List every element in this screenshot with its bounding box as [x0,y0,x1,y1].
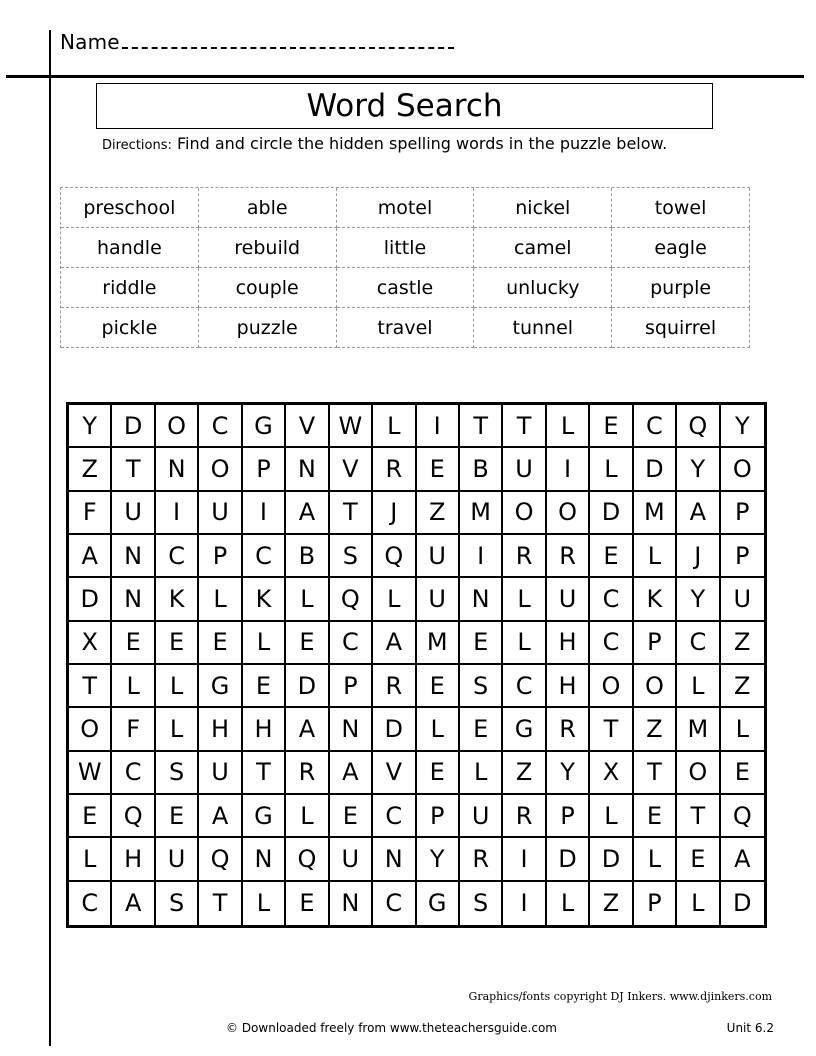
puzzle-letter[interactable]: A [330,752,373,795]
puzzle-letter[interactable]: O [634,665,677,708]
puzzle-letter[interactable]: Z [69,448,112,491]
puzzle-letter[interactable]: L [243,622,286,665]
header-horizontal-line [6,75,804,78]
puzzle-letter[interactable]: L [503,578,546,621]
puzzle-letter[interactable]: E [417,752,460,795]
puzzle-letter[interactable]: U [199,492,242,535]
puzzle-letter[interactable]: K [634,578,677,621]
word-bank-item: towel [612,188,750,228]
puzzle-letter[interactable]: Z [634,708,677,751]
puzzle-letter[interactable]: E [286,882,329,925]
puzzle-letter[interactable]: C [590,622,633,665]
puzzle-letter[interactable]: F [69,492,112,535]
directions [102,134,667,153]
puzzle-letter[interactable]: U [547,578,590,621]
puzzle-letter[interactable]: R [503,535,546,578]
puzzle-letter[interactable]: L [112,665,155,708]
word-bank-item: able [199,188,337,228]
puzzle-letter[interactable]: L [199,578,242,621]
puzzle-letter[interactable]: N [286,448,329,491]
puzzle-letter[interactable]: C [590,578,633,621]
puzzle-letter[interactable]: Z [721,622,764,665]
puzzle-letter[interactable]: S [156,752,199,795]
puzzle-letter[interactable]: F [112,708,155,751]
puzzle-grid [66,402,767,928]
puzzle-letter[interactable]: L [634,535,677,578]
puzzle-letter[interactable]: E [156,795,199,838]
puzzle-letter[interactable]: A [677,492,720,535]
puzzle-letter[interactable]: G [503,708,546,751]
puzzle-letter[interactable]: O [156,405,199,448]
puzzle-letter[interactable]: O [721,448,764,491]
puzzle-letter[interactable]: G [199,665,242,708]
puzzle-letter[interactable]: L [460,752,503,795]
puzzle-letter[interactable]: L [286,578,329,621]
puzzle-letter[interactable]: K [156,578,199,621]
puzzle-letter[interactable]: R [547,708,590,751]
puzzle-letter[interactable]: T [590,708,633,751]
puzzle-letter[interactable]: D [733,889,752,918]
puzzle-letter[interactable]: Q [199,838,242,881]
puzzle-letter[interactable]: P [721,492,764,535]
word-bank-item: camel [474,228,612,268]
puzzle-letter[interactable]: S [156,882,199,925]
puzzle-letter[interactable]: U [330,838,373,881]
puzzle-letter[interactable]: H [547,665,590,708]
puzzle-letter[interactable]: H [112,838,155,881]
credits: Graphics/fonts copyright DJ Inkers. www.djinkers.com [468,990,772,1003]
puzzle-letter[interactable]: O [69,708,112,751]
puzzle-letter[interactable]: M [460,492,503,535]
puzzle-letter[interactable]: O [199,448,242,491]
puzzle-letter[interactable]: T [503,405,546,448]
puzzle-letter[interactable]: V [373,752,416,795]
puzzle-letter[interactable]: E [460,708,503,751]
puzzle-letter[interactable]: E [590,405,633,448]
name-blank-line[interactable] [122,31,454,49]
puzzle-letter[interactable]: E [69,795,112,838]
puzzle-letter[interactable]: P [547,795,590,838]
puzzle-letter[interactable]: D [286,665,329,708]
word-bank-item: castle [337,268,475,308]
puzzle-letter[interactable]: I [417,405,460,448]
word-bank-item: motel [337,188,475,228]
puzzle-letter[interactable]: E [243,665,286,708]
puzzle-letter[interactable]: D [590,492,633,535]
margin-vertical-line [49,30,51,1046]
puzzle-letter[interactable]: Z [590,882,633,925]
puzzle-letter[interactable]: A [286,708,329,751]
word-bank-item: couple [199,268,337,308]
puzzle-letter[interactable]: R [286,752,329,795]
word-bank-item: tunnel [474,308,612,348]
puzzle-letter[interactable]: T [112,448,155,491]
name-field [60,30,454,54]
puzzle-letter[interactable]: E [677,838,720,881]
puzzle-letter[interactable]: Q [677,405,720,448]
directions-text: Find and circle the hidden spelling words in the puzzle below. [176,134,668,153]
word-bank-item: purple [612,268,750,308]
puzzle-letter[interactable]: D [69,578,112,621]
word-bank-item: travel [337,308,475,348]
puzzle-letter[interactable]: V [330,448,373,491]
puzzle-letter[interactable]: Q [373,535,416,578]
word-bank-item: pickle [61,308,199,348]
puzzle-letter[interactable]: C [243,535,286,578]
word-bank-item: handle [61,228,199,268]
puzzle-letter[interactable]: N [112,578,155,621]
puzzle-letter[interactable]: B [460,448,503,491]
directions-label: Directions: [102,138,172,153]
puzzle-letter[interactable]: Y [721,405,764,448]
puzzle-letter[interactable]: W [69,752,112,795]
puzzle-letter[interactable]: A [199,795,242,838]
puzzle-letter[interactable]: C [69,882,112,925]
puzzle-letter[interactable]: D [547,838,590,881]
puzzle-letter[interactable]: T [199,882,242,925]
puzzle-letter[interactable]: E [634,795,677,838]
puzzle-letter[interactable]: N [156,448,199,491]
puzzle-letter[interactable]: A [286,492,329,535]
puzzle-letter[interactable]: S [460,882,503,925]
puzzle-letter[interactable]: U [503,448,546,491]
puzzle-letter[interactable]: U [460,795,503,838]
puzzle-letter[interactable]: O [590,665,633,708]
puzzle-letter[interactable]: Q [112,795,155,838]
puzzle-letter[interactable]: Q [330,578,373,621]
puzzle-letter[interactable]: I [460,535,503,578]
puzzle-letter[interactable]: D [590,838,633,881]
puzzle-letter[interactable]: U [417,535,460,578]
puzzle-letter[interactable]: M [677,708,720,751]
puzzle-letter[interactable]: L [677,665,720,708]
puzzle-letter[interactable]: Q [286,838,329,881]
puzzle-letter[interactable]: C [112,752,155,795]
puzzle-letter[interactable]: N [373,838,416,881]
puzzle-letter[interactable]: A [721,838,764,881]
puzzle-letter[interactable]: M [634,492,677,535]
puzzle-letter[interactable]: Z [503,752,546,795]
puzzle-letter[interactable]: E [590,535,633,578]
puzzle-letter[interactable]: E [417,665,460,708]
word-bank-item: eagle [612,228,750,268]
puzzle-letter[interactable]: L [590,795,633,838]
puzzle-letter[interactable]: J [677,535,720,578]
puzzle-letter[interactable]: P [199,535,242,578]
puzzle-letter[interactable]: E [417,448,460,491]
word-bank-item: riddle [61,268,199,308]
puzzle-letter[interactable]: O [503,492,546,535]
puzzle-letter[interactable]: Y [677,448,720,491]
puzzle-letter[interactable]: Y [547,752,590,795]
puzzle-letter[interactable]: L [547,405,590,448]
puzzle-letter[interactable]: L [243,882,286,925]
puzzle-letter[interactable]: H [243,708,286,751]
word-bank-item: puzzle [199,308,337,348]
puzzle-letter[interactable]: E [721,752,764,795]
puzzle-letter[interactable]: U [417,578,460,621]
puzzle-letter[interactable]: C [199,405,242,448]
puzzle-letter[interactable]: G [243,795,286,838]
puzzle-letter[interactable]: Y [417,838,460,881]
puzzle-letter[interactable]: O [547,492,590,535]
puzzle-letter[interactable]: A [373,622,416,665]
puzzle-letter[interactable]: P [330,665,373,708]
puzzle-letter[interactable]: R [373,665,416,708]
puzzle-letter[interactable]: I [503,882,546,925]
puzzle-letter[interactable]: D [112,405,155,448]
puzzle-letter[interactable]: Z [721,665,764,708]
puzzle-letter[interactable]: S [460,665,503,708]
puzzle-letter[interactable]: E [330,795,373,838]
puzzle-letter[interactable]: Y [677,578,720,621]
puzzle-letter[interactable]: I [503,838,546,881]
puzzle-letter[interactable]: N [330,708,373,751]
puzzle-letter[interactable]: J [373,492,416,535]
puzzle-letter[interactable]: I [243,492,286,535]
word-bank-item: nickel [474,188,612,228]
puzzle-letter[interactable]: X [69,622,112,665]
puzzle-letter[interactable]: U [721,578,764,621]
puzzle-letter[interactable]: Q [721,795,764,838]
puzzle-letter[interactable]: U [112,492,155,535]
puzzle-letter[interactable]: V [286,405,329,448]
puzzle-letter[interactable]: N [330,882,373,925]
puzzle-letter[interactable]: E [199,622,242,665]
puzzle-letter[interactable]: L [417,708,460,751]
title-box [96,83,713,129]
puzzle-letter[interactable]: R [503,795,546,838]
puzzle-letter[interactable]: L [634,838,677,881]
puzzle-letter[interactable]: L [721,708,764,751]
puzzle-letter[interactable]: L [286,795,329,838]
puzzle-letter[interactable]: M [417,622,460,665]
puzzle-letter[interactable]: L [69,838,112,881]
puzzle-letter[interactable]: B [286,535,329,578]
puzzle-letter[interactable]: C [156,535,199,578]
puzzle-letter[interactable]: L [373,578,416,621]
puzzle-letter[interactable]: A [112,882,155,925]
puzzle-letter[interactable]: H [199,708,242,751]
puzzle-letter[interactable]: G [243,405,286,448]
puzzle-letter[interactable]: E [460,622,503,665]
word-bank [60,187,750,348]
puzzle-letter[interactable]: C [373,882,416,925]
puzzle-letter[interactable]: L [547,882,590,925]
page-title: Word Search [306,88,503,124]
puzzle-letter[interactable]: C [373,795,416,838]
puzzle-letter[interactable]: E [156,622,199,665]
puzzle-letter[interactable]: U [199,752,242,795]
puzzle-letter[interactable]: C [677,622,720,665]
puzzle-letter[interactable]: L [503,622,546,665]
puzzle-letter[interactable]: D [373,708,416,751]
puzzle-letter[interactable]: N [460,578,503,621]
puzzle-letter[interactable]: T [69,665,112,708]
word-bank-item: preschool [61,188,199,228]
word-bank-item: little [337,228,475,268]
puzzle-letter[interactable]: L [156,665,199,708]
puzzle-letter[interactable]: C [503,665,546,708]
puzzle-letter[interactable]: T [460,405,503,448]
puzzle-letter[interactable]: Y [69,405,112,448]
puzzle-letter[interactable]: P [634,622,677,665]
puzzle-letter[interactable]: K [243,578,286,621]
puzzle-letter[interactable]: N [243,838,286,881]
word-bank-item: rebuild [199,228,337,268]
puzzle-letter[interactable]: U [156,838,199,881]
puzzle-letter[interactable]: Z [417,492,460,535]
puzzle-letter[interactable]: T [243,752,286,795]
puzzle-letter[interactable]: I [156,492,199,535]
puzzle-letter[interactable]: O [677,752,720,795]
puzzle-letter[interactable]: P [721,535,764,578]
puzzle-letter[interactable]: T [330,492,373,535]
puzzle-letter[interactable]: L [590,448,633,491]
puzzle-letter[interactable]: W [330,405,373,448]
puzzle-letter[interactable]: X [590,752,633,795]
puzzle-letter[interactable]: P [243,448,286,491]
puzzle-letter[interactable]: N [112,535,155,578]
puzzle-letter[interactable]: E [112,622,155,665]
puzzle-letter[interactable]: R [373,448,416,491]
download-notice: © Downloaded freely from www.theteachersguide.com [226,1021,557,1035]
puzzle-letter[interactable]: I [547,448,590,491]
puzzle-letter[interactable]: E [286,622,329,665]
puzzle-letter[interactable]: A [69,535,112,578]
puzzle-letter[interactable]: L [677,882,720,925]
name-label: Name [60,30,120,54]
puzzle-letter[interactable]: T [677,795,720,838]
puzzle-letter[interactable]: L [373,405,416,448]
puzzle-letter[interactable]: C [330,622,373,665]
puzzle-letter[interactable]: H [547,622,590,665]
puzzle-letter[interactable]: P [417,795,460,838]
puzzle-letter[interactable]: S [330,535,373,578]
puzzle-letter[interactable]: T [634,752,677,795]
puzzle-letter[interactable]: G [417,882,460,925]
puzzle-letter[interactable]: P [634,882,677,925]
word-bank-item: unlucky [474,268,612,308]
word-bank-item: squirrel [612,308,750,348]
puzzle-letter[interactable]: D [634,448,677,491]
puzzle-letter[interactable]: R [460,838,503,881]
puzzle-letter[interactable]: R [547,535,590,578]
puzzle-letter[interactable]: C [634,405,677,448]
puzzle-letter[interactable]: L [156,708,199,751]
unit-label: Unit 6.2 [726,1021,774,1035]
